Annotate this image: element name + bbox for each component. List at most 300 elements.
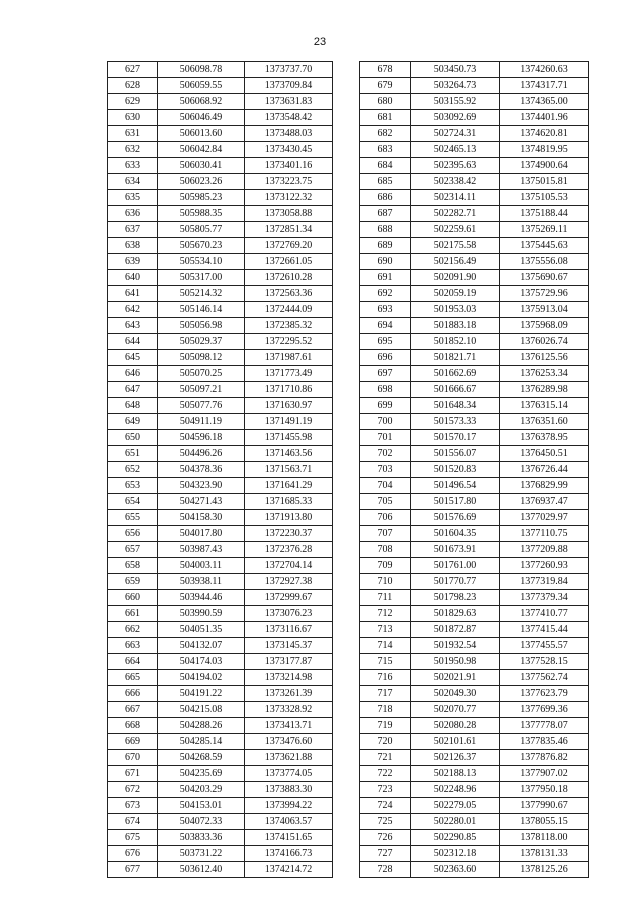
x-coordinate-cell: 502059.19 (411, 286, 500, 302)
point-number-cell: 632 (108, 142, 158, 158)
x-coordinate-cell: 505214.32 (158, 286, 245, 302)
x-coordinate-cell: 502188.13 (411, 766, 500, 782)
x-coordinate-cell: 505029.37 (158, 334, 245, 350)
x-coordinate-cell: 501604.35 (411, 526, 500, 542)
table-row (108, 606, 333, 622)
y-coordinate-cell: 1375556.08 (500, 254, 589, 270)
x-coordinate-cell: 501556.07 (411, 446, 500, 462)
point-number-cell: 690 (360, 254, 411, 270)
y-coordinate-cell: 1374819.95 (500, 142, 589, 158)
y-coordinate-cell: 1376315.14 (500, 398, 589, 414)
table-row (108, 558, 333, 574)
point-number-cell: 679 (360, 78, 411, 94)
point-number-cell: 675 (108, 830, 158, 846)
table-row (108, 398, 333, 414)
y-coordinate-cell: 1377209.88 (500, 542, 589, 558)
table-row (360, 574, 589, 590)
y-coordinate-cell: 1375690.67 (500, 270, 589, 286)
table-row (360, 590, 589, 606)
y-coordinate-cell: 1374166.73 (245, 846, 333, 862)
x-coordinate-cell: 503987.43 (158, 542, 245, 558)
point-number-cell: 656 (108, 526, 158, 542)
table-row (108, 782, 333, 798)
x-coordinate-cell: 505985.23 (158, 190, 245, 206)
y-coordinate-cell: 1371463.56 (245, 446, 333, 462)
table-row (360, 430, 589, 446)
table-row (360, 398, 589, 414)
table-row (360, 862, 589, 878)
x-coordinate-cell: 504017.80 (158, 526, 245, 542)
point-number-cell: 641 (108, 286, 158, 302)
x-coordinate-cell: 504203.29 (158, 782, 245, 798)
y-coordinate-cell: 1373430.45 (245, 142, 333, 158)
page-number: 23 (313, 36, 327, 48)
y-coordinate-cell: 1373116.67 (245, 622, 333, 638)
point-number-cell: 728 (360, 862, 411, 878)
point-number-cell: 647 (108, 382, 158, 398)
table-row (360, 126, 589, 142)
x-coordinate-cell: 505077.76 (158, 398, 245, 414)
table-row (360, 382, 589, 398)
point-number-cell: 671 (108, 766, 158, 782)
table-row (360, 494, 589, 510)
y-coordinate-cell: 1377415.44 (500, 622, 589, 638)
point-number-cell: 667 (108, 702, 158, 718)
y-coordinate-cell: 1373145.37 (245, 638, 333, 654)
x-coordinate-cell: 505098.12 (158, 350, 245, 366)
table-row (360, 526, 589, 542)
table-row (360, 62, 589, 78)
point-number-cell: 633 (108, 158, 158, 174)
y-coordinate-cell: 1377778.07 (500, 718, 589, 734)
table-row (360, 190, 589, 206)
x-coordinate-cell: 502465.13 (411, 142, 500, 158)
y-coordinate-cell: 1372769.20 (245, 238, 333, 254)
table-row (108, 174, 333, 190)
x-coordinate-cell: 503990.59 (158, 606, 245, 622)
point-number-cell: 689 (360, 238, 411, 254)
y-coordinate-cell: 1374365.00 (500, 94, 589, 110)
point-number-cell: 682 (360, 126, 411, 142)
point-number-cell: 627 (108, 62, 158, 78)
y-coordinate-cell: 1372999.67 (245, 590, 333, 606)
y-coordinate-cell: 1375269.11 (500, 222, 589, 238)
x-coordinate-cell: 503833.36 (158, 830, 245, 846)
y-coordinate-cell: 1373774.05 (245, 766, 333, 782)
table-row (360, 350, 589, 366)
y-coordinate-cell: 1375105.53 (500, 190, 589, 206)
x-coordinate-cell: 504285.14 (158, 734, 245, 750)
x-coordinate-cell: 504911.19 (158, 414, 245, 430)
y-coordinate-cell: 1373994.22 (245, 798, 333, 814)
table-row (360, 238, 589, 254)
table-row (108, 94, 333, 110)
y-coordinate-cell: 1376937.47 (500, 494, 589, 510)
y-coordinate-cell: 1372704.14 (245, 558, 333, 574)
x-coordinate-cell: 502021.91 (411, 670, 500, 686)
table-row (360, 366, 589, 382)
x-coordinate-cell: 504174.03 (158, 654, 245, 670)
x-coordinate-cell: 502314.11 (411, 190, 500, 206)
table-row (360, 846, 589, 862)
table-row (108, 462, 333, 478)
point-number-cell: 652 (108, 462, 158, 478)
x-coordinate-cell: 506023.26 (158, 174, 245, 190)
x-coordinate-cell: 501821.71 (411, 350, 500, 366)
table-row (360, 750, 589, 766)
point-number-cell: 701 (360, 430, 411, 446)
y-coordinate-cell: 1371491.19 (245, 414, 333, 430)
y-coordinate-cell: 1373413.71 (245, 718, 333, 734)
y-coordinate-cell: 1374151.65 (245, 830, 333, 846)
point-number-cell: 693 (360, 302, 411, 318)
table-row (360, 638, 589, 654)
table-row (108, 206, 333, 222)
y-coordinate-cell: 1377319.84 (500, 574, 589, 590)
x-coordinate-cell: 504596.18 (158, 430, 245, 446)
table-row (360, 174, 589, 190)
table-row (108, 350, 333, 366)
y-coordinate-cell: 1371987.61 (245, 350, 333, 366)
y-coordinate-cell: 1377528.15 (500, 654, 589, 670)
table-row (360, 270, 589, 286)
x-coordinate-cell: 504003.11 (158, 558, 245, 574)
point-number-cell: 699 (360, 398, 411, 414)
x-coordinate-cell: 506042.84 (158, 142, 245, 158)
y-coordinate-cell: 1373261.39 (245, 686, 333, 702)
coordinates-table-left (107, 61, 333, 878)
table-row (108, 478, 333, 494)
point-number-cell: 661 (108, 606, 158, 622)
point-number-cell: 685 (360, 174, 411, 190)
point-number-cell: 629 (108, 94, 158, 110)
y-coordinate-cell: 1372851.34 (245, 222, 333, 238)
y-coordinate-cell: 1372444.09 (245, 302, 333, 318)
point-number-cell: 644 (108, 334, 158, 350)
table-row (108, 158, 333, 174)
point-number-cell: 664 (108, 654, 158, 670)
table-row (360, 558, 589, 574)
y-coordinate-cell: 1377623.79 (500, 686, 589, 702)
table-row (360, 222, 589, 238)
y-coordinate-cell: 1371685.33 (245, 494, 333, 510)
table-row (360, 542, 589, 558)
table-row (360, 702, 589, 718)
table-row (108, 686, 333, 702)
y-coordinate-cell: 1373076.23 (245, 606, 333, 622)
x-coordinate-cell: 501573.33 (411, 414, 500, 430)
y-coordinate-cell: 1371641.29 (245, 478, 333, 494)
point-number-cell: 722 (360, 766, 411, 782)
point-number-cell: 709 (360, 558, 411, 574)
point-number-cell: 651 (108, 446, 158, 462)
x-coordinate-cell: 503092.69 (411, 110, 500, 126)
x-coordinate-cell: 504215.08 (158, 702, 245, 718)
y-coordinate-cell: 1373488.03 (245, 126, 333, 142)
table-row (108, 334, 333, 350)
point-number-cell: 710 (360, 574, 411, 590)
point-number-cell: 723 (360, 782, 411, 798)
x-coordinate-cell: 502070.77 (411, 702, 500, 718)
point-number-cell: 665 (108, 670, 158, 686)
x-coordinate-cell: 503155.92 (411, 94, 500, 110)
x-coordinate-cell: 501496.54 (411, 478, 500, 494)
x-coordinate-cell: 505670.23 (158, 238, 245, 254)
point-number-cell: 705 (360, 494, 411, 510)
table-row (108, 366, 333, 382)
table-row (360, 142, 589, 158)
table-row (360, 670, 589, 686)
y-coordinate-cell: 1376726.44 (500, 462, 589, 478)
point-number-cell: 725 (360, 814, 411, 830)
table-row (108, 382, 333, 398)
x-coordinate-cell: 502279.05 (411, 798, 500, 814)
table-row (108, 414, 333, 430)
point-number-cell: 631 (108, 126, 158, 142)
point-number-cell: 698 (360, 382, 411, 398)
x-coordinate-cell: 501953.03 (411, 302, 500, 318)
point-number-cell: 695 (360, 334, 411, 350)
y-coordinate-cell: 1375445.63 (500, 238, 589, 254)
y-coordinate-cell: 1377410.77 (500, 606, 589, 622)
y-coordinate-cell: 1375913.04 (500, 302, 589, 318)
point-number-cell: 720 (360, 734, 411, 750)
y-coordinate-cell: 1373631.83 (245, 94, 333, 110)
point-number-cell: 708 (360, 542, 411, 558)
y-coordinate-cell: 1374214.72 (245, 862, 333, 878)
y-coordinate-cell: 1373223.75 (245, 174, 333, 190)
x-coordinate-cell: 502724.31 (411, 126, 500, 142)
y-coordinate-cell: 1371630.97 (245, 398, 333, 414)
y-coordinate-cell: 1376289.98 (500, 382, 589, 398)
y-coordinate-cell: 1377562.74 (500, 670, 589, 686)
point-number-cell: 703 (360, 462, 411, 478)
x-coordinate-cell: 501883.18 (411, 318, 500, 334)
point-number-cell: 707 (360, 526, 411, 542)
point-number-cell: 646 (108, 366, 158, 382)
table-row (360, 446, 589, 462)
point-number-cell: 672 (108, 782, 158, 798)
table-row (108, 142, 333, 158)
table-row (360, 654, 589, 670)
y-coordinate-cell: 1373058.88 (245, 206, 333, 222)
x-coordinate-cell: 501829.63 (411, 606, 500, 622)
table-row (108, 110, 333, 126)
point-number-cell: 628 (108, 78, 158, 94)
point-number-cell: 696 (360, 350, 411, 366)
y-coordinate-cell: 1372563.36 (245, 286, 333, 302)
y-coordinate-cell: 1371913.80 (245, 510, 333, 526)
x-coordinate-cell: 501520.83 (411, 462, 500, 478)
table-row (360, 318, 589, 334)
x-coordinate-cell: 504235.69 (158, 766, 245, 782)
x-coordinate-cell: 501770.77 (411, 574, 500, 590)
point-number-cell: 702 (360, 446, 411, 462)
point-number-cell: 650 (108, 430, 158, 446)
point-number-cell: 706 (360, 510, 411, 526)
coordinates-table-right (359, 61, 589, 878)
table-row (108, 62, 333, 78)
table-row (108, 526, 333, 542)
x-coordinate-cell: 504288.26 (158, 718, 245, 734)
point-number-cell: 659 (108, 574, 158, 590)
table-row (360, 462, 589, 478)
point-number-cell: 666 (108, 686, 158, 702)
y-coordinate-cell: 1373401.16 (245, 158, 333, 174)
x-coordinate-cell: 504191.22 (158, 686, 245, 702)
x-coordinate-cell: 503612.40 (158, 862, 245, 878)
table-row (108, 734, 333, 750)
point-number-cell: 712 (360, 606, 411, 622)
x-coordinate-cell: 505056.98 (158, 318, 245, 334)
x-coordinate-cell: 504378.36 (158, 462, 245, 478)
point-number-cell: 637 (108, 222, 158, 238)
x-coordinate-cell: 502126.37 (411, 750, 500, 766)
point-number-cell: 673 (108, 798, 158, 814)
y-coordinate-cell: 1373122.32 (245, 190, 333, 206)
table-row (108, 254, 333, 270)
x-coordinate-cell: 505534.10 (158, 254, 245, 270)
x-coordinate-cell: 504051.35 (158, 622, 245, 638)
x-coordinate-cell: 501761.00 (411, 558, 500, 574)
table-row (360, 766, 589, 782)
table-row (360, 686, 589, 702)
table-row (108, 622, 333, 638)
point-number-cell: 686 (360, 190, 411, 206)
x-coordinate-cell: 502363.60 (411, 862, 500, 878)
point-number-cell: 655 (108, 510, 158, 526)
table-row (108, 318, 333, 334)
point-number-cell: 711 (360, 590, 411, 606)
y-coordinate-cell: 1371773.49 (245, 366, 333, 382)
y-coordinate-cell: 1371710.86 (245, 382, 333, 398)
y-coordinate-cell: 1371455.98 (245, 430, 333, 446)
y-coordinate-cell: 1377379.34 (500, 590, 589, 606)
x-coordinate-cell: 506030.41 (158, 158, 245, 174)
x-coordinate-cell: 502080.28 (411, 718, 500, 734)
point-number-cell: 684 (360, 158, 411, 174)
x-coordinate-cell: 502312.18 (411, 846, 500, 862)
x-coordinate-cell: 504158.30 (158, 510, 245, 526)
point-number-cell: 669 (108, 734, 158, 750)
table-row (360, 334, 589, 350)
y-coordinate-cell: 1377260.93 (500, 558, 589, 574)
point-number-cell: 713 (360, 622, 411, 638)
y-coordinate-cell: 1373737.70 (245, 62, 333, 78)
x-coordinate-cell: 504132.07 (158, 638, 245, 654)
table-row (108, 126, 333, 142)
point-number-cell: 719 (360, 718, 411, 734)
x-coordinate-cell: 501798.23 (411, 590, 500, 606)
table-row (360, 814, 589, 830)
x-coordinate-cell: 504194.02 (158, 670, 245, 686)
y-coordinate-cell: 1376026.74 (500, 334, 589, 350)
table-row (108, 654, 333, 670)
y-coordinate-cell: 1378118.00 (500, 830, 589, 846)
table-row (108, 638, 333, 654)
point-number-cell: 663 (108, 638, 158, 654)
table-row (108, 510, 333, 526)
x-coordinate-cell: 503264.73 (411, 78, 500, 94)
y-coordinate-cell: 1377029.97 (500, 510, 589, 526)
x-coordinate-cell: 501576.69 (411, 510, 500, 526)
y-coordinate-cell: 1377907.02 (500, 766, 589, 782)
x-coordinate-cell: 503450.73 (411, 62, 500, 78)
table-row (108, 702, 333, 718)
x-coordinate-cell: 504153.01 (158, 798, 245, 814)
x-coordinate-cell: 501517.80 (411, 494, 500, 510)
y-coordinate-cell: 1376829.99 (500, 478, 589, 494)
x-coordinate-cell: 502156.49 (411, 254, 500, 270)
table-row (360, 158, 589, 174)
point-number-cell: 727 (360, 846, 411, 862)
point-number-cell: 716 (360, 670, 411, 686)
x-coordinate-cell: 501852.10 (411, 334, 500, 350)
point-number-cell: 717 (360, 686, 411, 702)
x-coordinate-cell: 502282.71 (411, 206, 500, 222)
table-row (360, 798, 589, 814)
table-row (108, 238, 333, 254)
point-number-cell: 688 (360, 222, 411, 238)
y-coordinate-cell: 1378125.26 (500, 862, 589, 878)
table-row (108, 830, 333, 846)
point-number-cell: 687 (360, 206, 411, 222)
y-coordinate-cell: 1377455.57 (500, 638, 589, 654)
point-number-cell: 694 (360, 318, 411, 334)
y-coordinate-cell: 1375015.81 (500, 174, 589, 190)
x-coordinate-cell: 501570.17 (411, 430, 500, 446)
table-row (360, 718, 589, 734)
y-coordinate-cell: 1376253.34 (500, 366, 589, 382)
y-coordinate-cell: 1378131.33 (500, 846, 589, 862)
point-number-cell: 677 (108, 862, 158, 878)
table-row (360, 286, 589, 302)
y-coordinate-cell: 1377950.18 (500, 782, 589, 798)
point-number-cell: 638 (108, 238, 158, 254)
x-coordinate-cell: 506046.49 (158, 110, 245, 126)
y-coordinate-cell: 1374260.63 (500, 62, 589, 78)
point-number-cell: 645 (108, 350, 158, 366)
y-coordinate-cell: 1377990.67 (500, 798, 589, 814)
y-coordinate-cell: 1374401.96 (500, 110, 589, 126)
point-number-cell: 680 (360, 94, 411, 110)
y-coordinate-cell: 1373476.60 (245, 734, 333, 750)
point-number-cell: 714 (360, 638, 411, 654)
y-coordinate-cell: 1376378.95 (500, 430, 589, 446)
y-coordinate-cell: 1373177.87 (245, 654, 333, 670)
x-coordinate-cell: 506098.78 (158, 62, 245, 78)
y-coordinate-cell: 1374620.81 (500, 126, 589, 142)
table-row (108, 750, 333, 766)
point-number-cell: 681 (360, 110, 411, 126)
x-coordinate-cell: 501932.54 (411, 638, 500, 654)
point-number-cell: 654 (108, 494, 158, 510)
y-coordinate-cell: 1375188.44 (500, 206, 589, 222)
point-number-cell: 635 (108, 190, 158, 206)
point-number-cell: 653 (108, 478, 158, 494)
table-row (360, 94, 589, 110)
x-coordinate-cell: 504271.43 (158, 494, 245, 510)
x-coordinate-cell: 502049.30 (411, 686, 500, 702)
table-row (108, 846, 333, 862)
table-row (360, 206, 589, 222)
point-number-cell: 678 (360, 62, 411, 78)
y-coordinate-cell: 1372376.28 (245, 542, 333, 558)
point-number-cell: 726 (360, 830, 411, 846)
point-number-cell: 715 (360, 654, 411, 670)
x-coordinate-cell: 502280.01 (411, 814, 500, 830)
table-row (360, 830, 589, 846)
